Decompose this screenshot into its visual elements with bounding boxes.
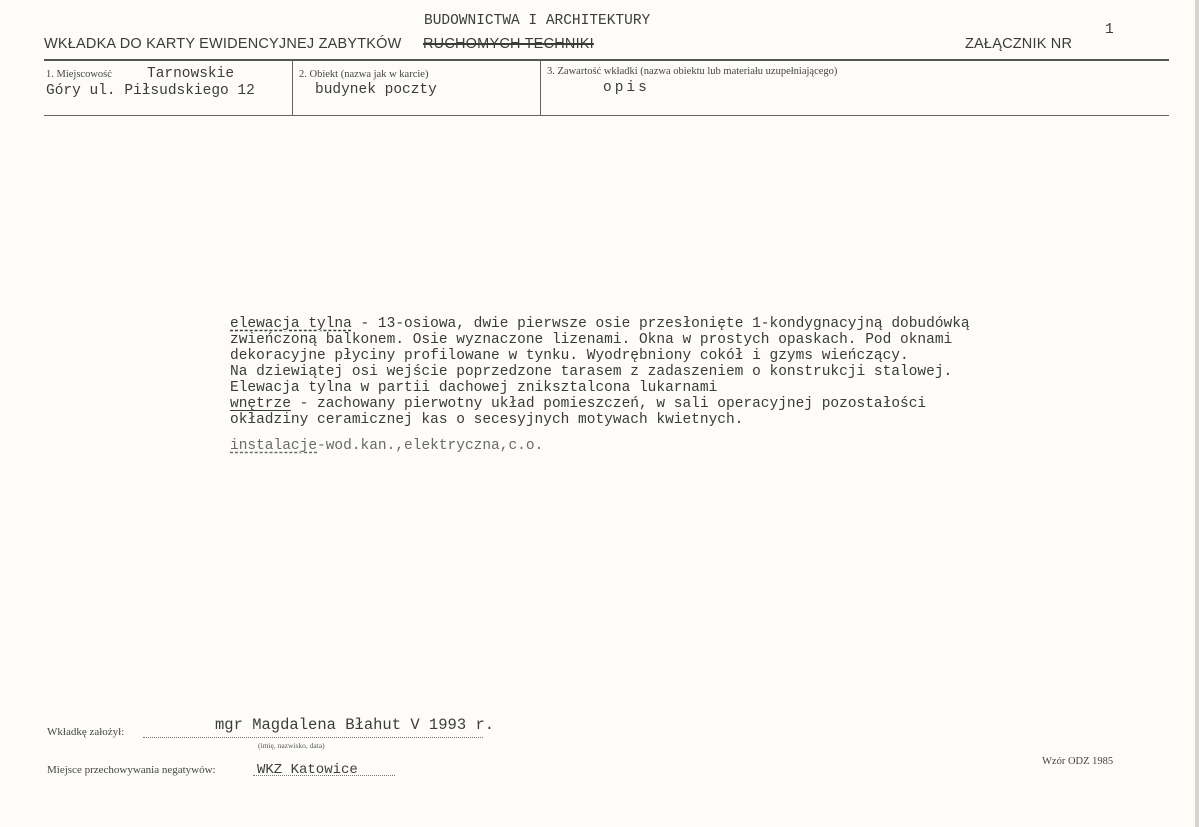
- description-line-5: Elewacja tylna w partii dachowej zniksztalcona lukarnami: [230, 380, 718, 396]
- form-title: WKŁADKA DO KARTY EWIDENCYJNEJ ZABYTKÓW: [44, 36, 402, 52]
- section-heading-rear-elevation: elewacja tylna: [230, 316, 352, 332]
- form-code: Wzór ODZ 1985: [1042, 756, 1114, 767]
- attachment-label: ZAŁĄCZNIK NR: [965, 36, 1073, 52]
- object-value: budynek poczty: [315, 82, 437, 98]
- field-divider-1: [292, 60, 293, 116]
- section-heading-interior: wnętrze: [230, 396, 291, 412]
- card-edge: [1195, 0, 1199, 827]
- description-text: -wod.kan.,elektryczna,c.o.: [317, 438, 544, 454]
- description-text: - zachowany pierwotny układ pomieszczeń, w sali operacyjnej pozostałości: [290, 396, 927, 412]
- founder-label: Wkładkę założył:: [47, 726, 125, 738]
- founder-value: mgr Magdalena Błahut V 1993 r.: [215, 716, 495, 734]
- place-value-line2: Góry ul. Piłsudskiego 12: [46, 83, 255, 99]
- storage-label: Miejsce przechowywania negatywów:: [47, 764, 216, 776]
- field-divider-2: [540, 60, 541, 116]
- section-heading-installations: instalacje: [230, 438, 318, 454]
- description-line-6: [230, 396, 926, 413]
- typed-header-correction: BUDOWNICTWA I ARCHITEKTURY: [424, 13, 651, 29]
- description-line-8: [230, 438, 543, 455]
- storage-value: WKZ Katowice: [257, 762, 358, 778]
- place-label: 1. Miejscowość: [46, 69, 112, 80]
- content-value: opis: [603, 80, 650, 96]
- founder-hint: (imię, nazwisko, data): [258, 741, 325, 750]
- attachment-number: 1: [1105, 22, 1114, 38]
- description-line-2: zwieńczoną balkonem. Osie wyznaczone lizenami. Okna w prostych opaskach. Pod oknami: [230, 332, 953, 348]
- content-label: 3. Zawartość wkładki (nazwa obiektu lub materiału uzupełniającego): [547, 66, 838, 77]
- object-label: 2. Obiekt (nazwa jak w karcie): [299, 69, 429, 80]
- place-value-line1: Tarnowskie: [147, 66, 235, 82]
- fields-bottom-rule: [44, 115, 1169, 116]
- founder-dotted-line: [143, 737, 483, 738]
- crossed-out-text: RUCHOMYCH TECHNIKI: [423, 36, 594, 52]
- header-rule: [44, 59, 1169, 61]
- description-line-4: Na dziewiątej osi wejście poprzedzone tarasem z zadaszeniem o konstrukcji stalowej.: [230, 364, 953, 380]
- description-line-7: okładziny ceramicznej kas o secesyjnych motywach kwietnych.: [230, 412, 744, 428]
- description-line-3: dekoracyjne płyciny profilowane w tynku. Wyodrębniony cokół i gzyms wieńczący.: [230, 348, 909, 364]
- description-line-1: [230, 316, 970, 333]
- description-text: - 13-osiowa, dwie pierwsze osie przesłonięte 1-kondygnacyjną dobudówką: [351, 316, 970, 332]
